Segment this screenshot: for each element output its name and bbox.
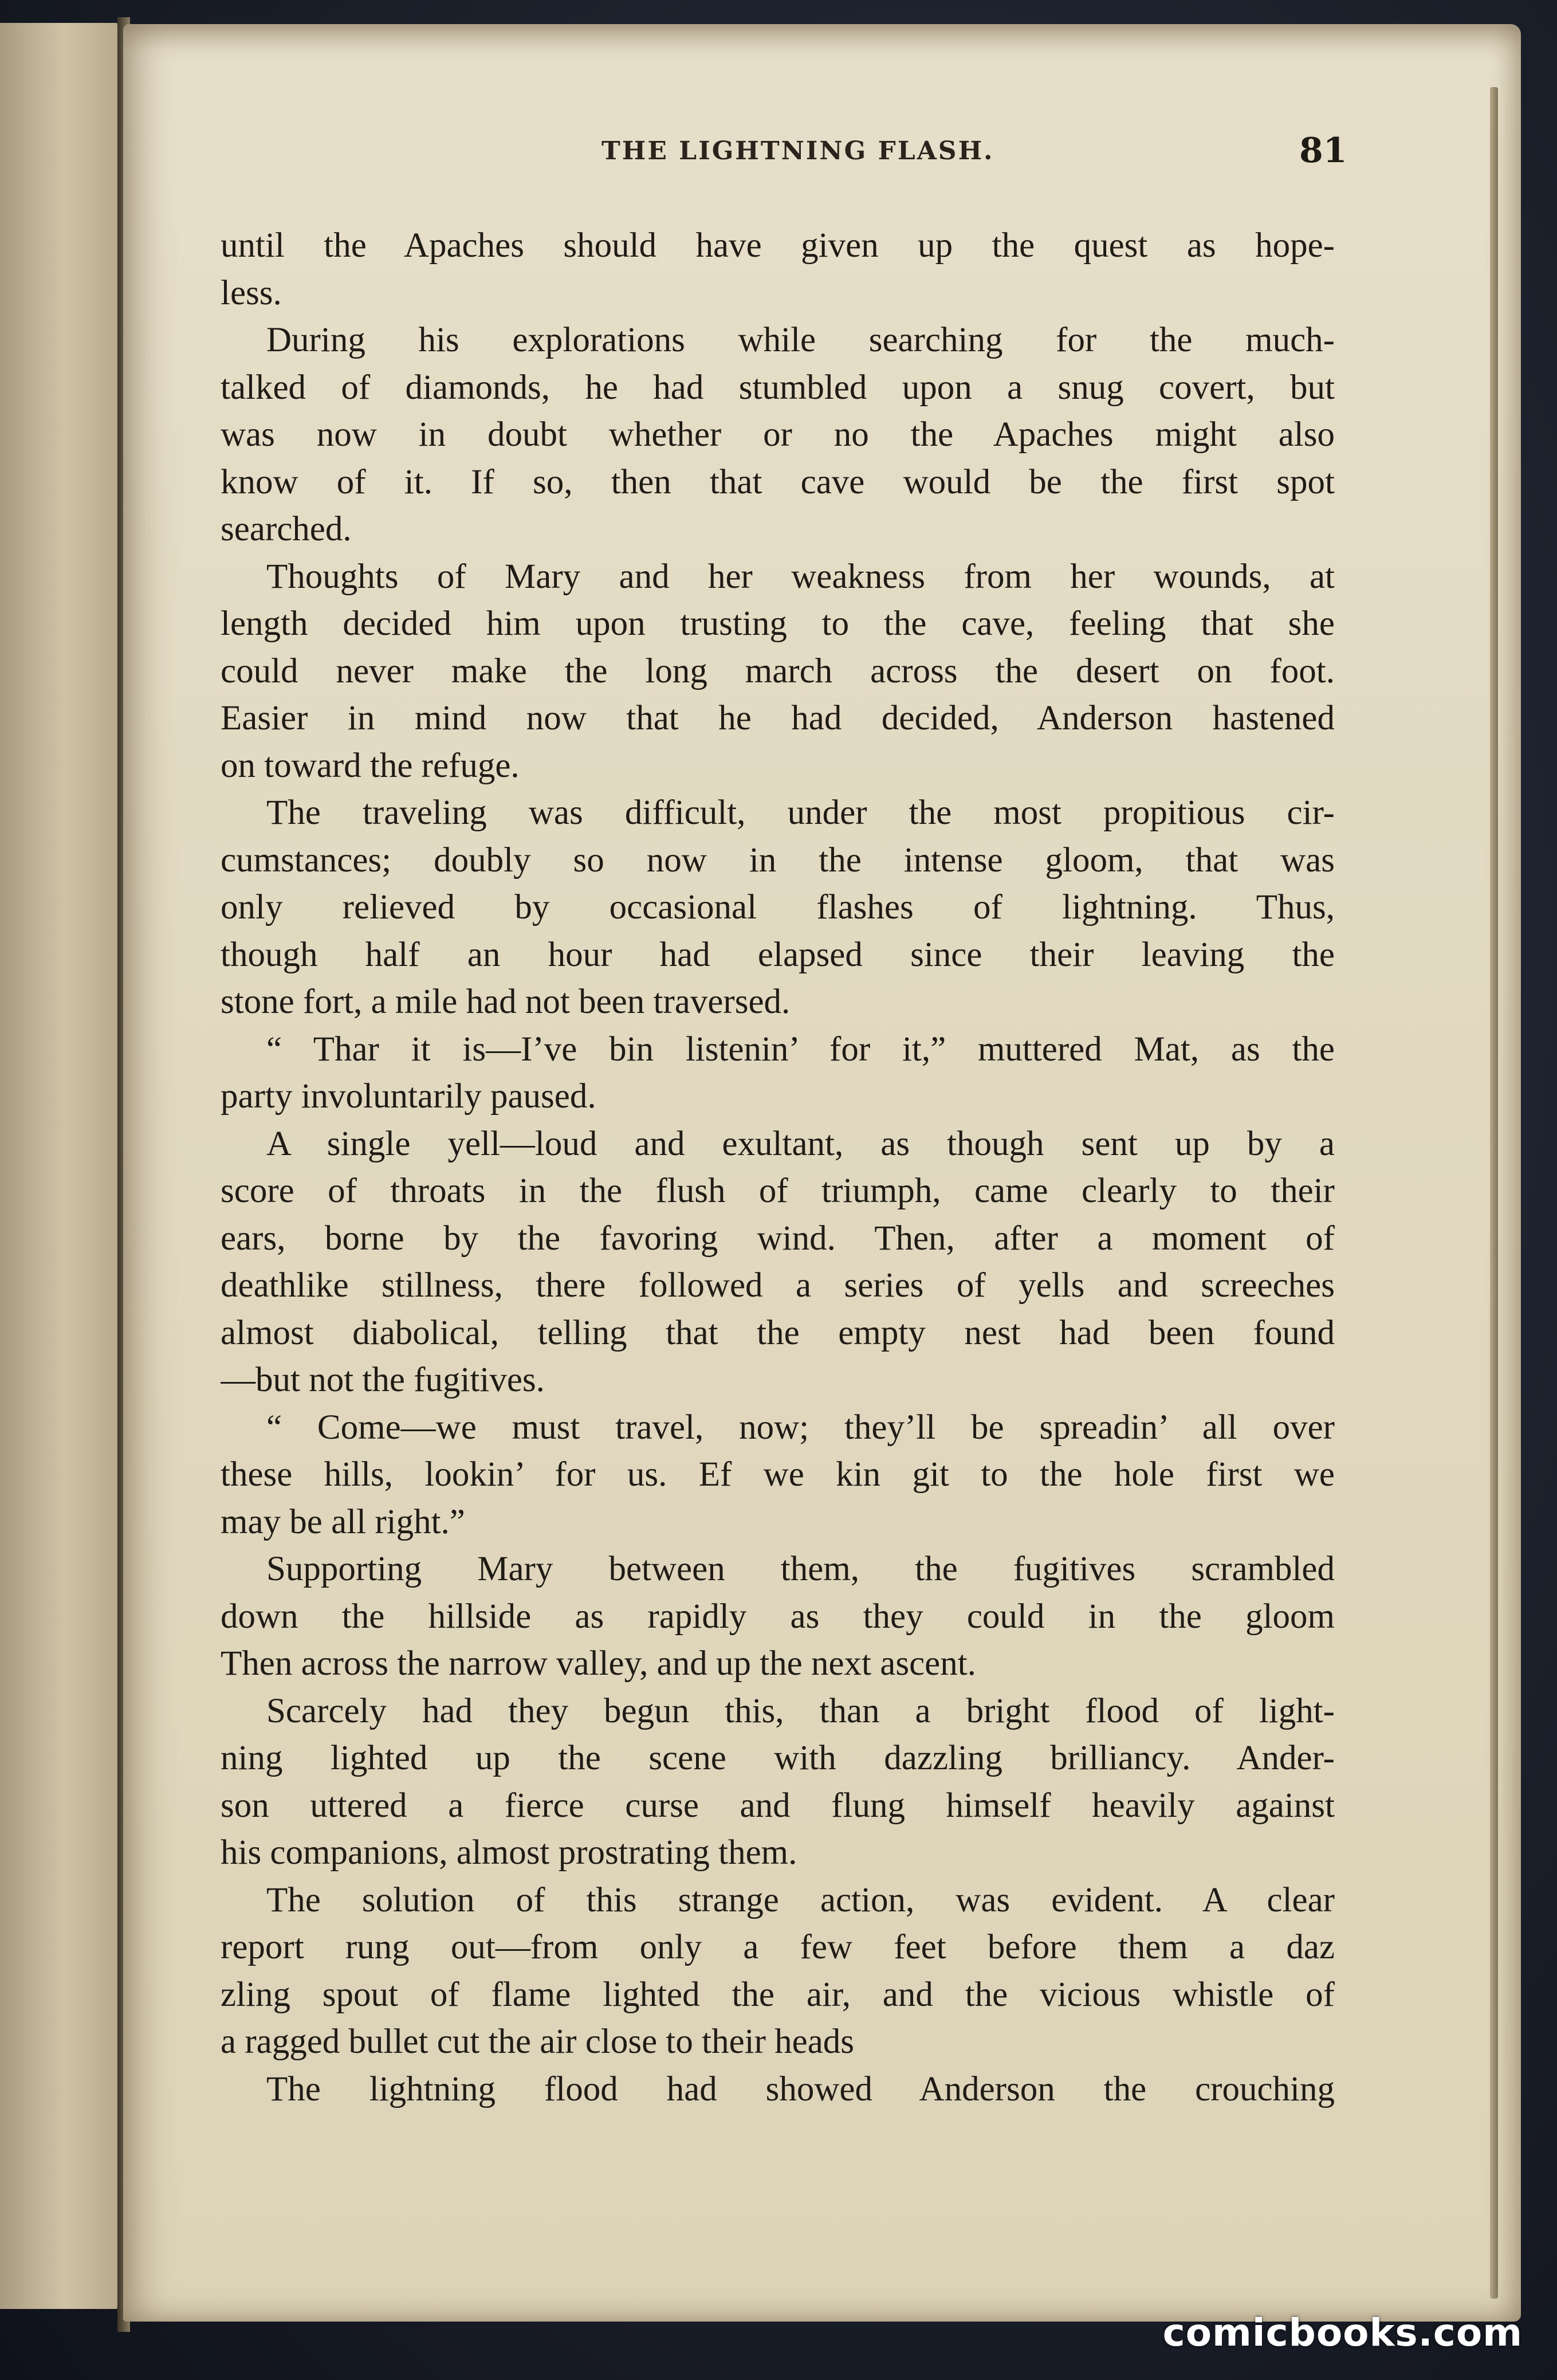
- text-line: The solution of this strange action, was evident. A clear: [266, 1880, 1335, 1919]
- text-line: “ Thar it is—I’ve bin listenin’ for it,” muttered Mat, as the: [266, 1030, 1335, 1069]
- text-line: only relieved by occasional flashes of lightning. Thus,: [221, 888, 1335, 926]
- text-line: less.: [221, 273, 282, 312]
- text-line: a ragged bullet cut the air close to their heads: [221, 2022, 855, 2061]
- text-line: report rung out—from only a few feet before them a daz: [221, 1928, 1335, 1966]
- text-line: Thoughts of Mary and her weakness from her wounds, at: [266, 557, 1335, 596]
- text-line: down the hillside as rapidly as they could in the gloom: [221, 1597, 1335, 1636]
- text-line: though half an hour had elapsed since their leaving the: [221, 935, 1335, 974]
- text-line: until the Apaches should have given up the quest as hope-: [221, 226, 1335, 265]
- text-line: could never make the long march across the desert on foot.: [221, 651, 1335, 690]
- text-line: may be all right.”: [221, 1502, 465, 1541]
- text-line: Scarcely had they begun this, than a bright flood of light-: [266, 1691, 1335, 1730]
- text-line: his companions, almost prostrating them.: [221, 1833, 797, 1872]
- text-line: deathlike stillness, there followed a series of yells and screeches: [221, 1266, 1335, 1305]
- text-line: searched.: [221, 510, 352, 548]
- text-line: —but not the fugitives.: [221, 1361, 545, 1399]
- text-line: length decided him upon trusting to the cave, feeling that she: [221, 604, 1335, 643]
- text-line: son uttered a fierce curse and flung himself heavily against: [221, 1786, 1335, 1825]
- text-line: was now in doubt whether or no the Apaches might also: [221, 415, 1335, 454]
- text-line: party involuntarily paused.: [221, 1077, 596, 1116]
- text-line: these hills, lookin’ for us. Ef we kin git to the hole first we: [221, 1455, 1335, 1494]
- text-line: on toward the refuge.: [221, 746, 520, 785]
- text-line: cumstances; doubly so now in the intense gloom, that was: [221, 841, 1335, 879]
- text-line: zling spout of flame lighted the air, and the vicious whistle of: [221, 1975, 1335, 2014]
- text-line: During his explorations while searching for the much-: [266, 321, 1335, 359]
- text-line: score of throats in the flush of triumph, came clearly to their: [221, 1172, 1335, 1210]
- text-line: ears, borne by the favoring wind. Then, after a moment of: [221, 1219, 1335, 1258]
- facing-page-edge: [0, 23, 121, 2309]
- text-line: “ Come—we must travel, now; they’ll be spreadin’ all over: [266, 1408, 1335, 1447]
- page-stack-edge: [1490, 87, 1498, 2299]
- text-line: The traveling was difficult, under the most propitious cir-: [266, 794, 1335, 832]
- text-line: ning lighted up the scene with dazzling brilliancy. Ander-: [221, 1739, 1335, 1777]
- text-line: stone fort, a mile had not been traversed.: [221, 983, 791, 1021]
- text-line: know of it. If so, then that cave would be the first spot: [221, 462, 1335, 501]
- text-line: almost diabolical, telling that the empty nest had been found: [221, 1313, 1335, 1352]
- page-number: 81: [1299, 131, 1347, 171]
- watermark: comicbooks.com: [1162, 2311, 1523, 2355]
- text-line: The lightning flood had showed Anderson the crouching: [266, 2069, 1335, 2108]
- running-head: THE LIGHTNING FLASH.: [601, 136, 994, 166]
- text-line: Easier in mind now that he had decided, Anderson hastened: [221, 699, 1335, 737]
- text-line: talked of diamonds, he had stumbled upon a snug covert, but: [221, 368, 1335, 407]
- text-line: Then across the narrow valley, and up the next ascent.: [221, 1644, 976, 1683]
- body-text: [221, 222, 1335, 2113]
- text-line: A single yell—loud and exultant, as though sent up by a: [266, 1124, 1335, 1163]
- text-line: Supporting Mary between them, the fugitives scrambled: [266, 1550, 1335, 1588]
